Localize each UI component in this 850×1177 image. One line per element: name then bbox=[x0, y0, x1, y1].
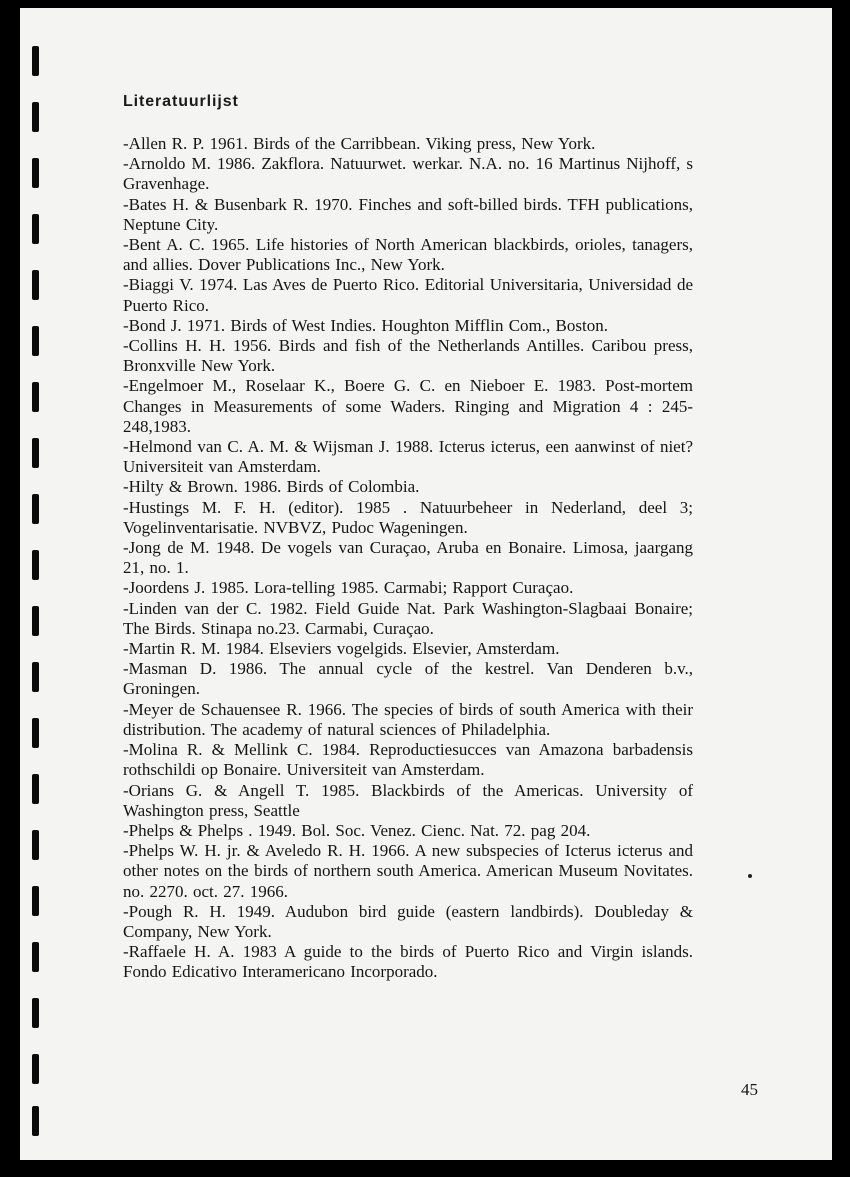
page-content bbox=[123, 90, 693, 983]
binding-hole bbox=[32, 886, 39, 916]
reference-item: -Orians G. & Angell T. 1985. Blackbirds of the Americas. University of Washington press, Seattle bbox=[123, 780, 693, 820]
document-page bbox=[20, 8, 832, 1160]
reference-item: -Molina R. & Mellink C. 1984. Reproductiesucces van Amazona barbadensis rothschildi op Bonaire. Universiteit van Amsterdam. bbox=[123, 740, 693, 780]
reference-item: -Bent A. C. 1965. Life histories of North American blackbirds, orioles, tanagers, and allies. Dover Publications Inc., New York. bbox=[123, 235, 693, 275]
binding-hole bbox=[32, 270, 39, 300]
binding-hole bbox=[32, 998, 39, 1028]
reference-item: -Bates H. & Busenbark R. 1970. Finches and soft-billed birds. TFH publications, Neptune City. bbox=[123, 194, 693, 234]
reference-item: -Jong de M. 1948. De vogels van Curaçao, Aruba en Bonaire. Limosa, jaargang 21, no. 1. bbox=[123, 538, 693, 578]
reference-item: -Linden van der C. 1982. Field Guide Nat. Park Washington-Slagbaai Bonaire; The Birds. Stinapa no.23. Carmabi, Curaçao. bbox=[123, 598, 693, 638]
reference-item: -Meyer de Schauensee R. 1966. The species of birds of south America with their distribution. The academy of natural sciences of Philadelphia. bbox=[123, 699, 693, 739]
reference-item: -Bond J. 1971. Birds of West Indies. Houghton Mifflin Com., Boston. bbox=[123, 315, 608, 335]
reference-item: -Phelps & Phelps . 1949. Bol. Soc. Venez. Cienc. Nat. 72. pag 204. bbox=[123, 820, 591, 840]
reference-item: -Hilty & Brown. 1986. Birds of Colombia. bbox=[123, 477, 420, 497]
ink-speck bbox=[748, 874, 752, 878]
binding-hole bbox=[32, 438, 39, 468]
binding-hole bbox=[32, 774, 39, 804]
reference-item: -Collins H. H. 1956. Birds and fish of the Netherlands Antilles. Caribou press, Bronxville New York. bbox=[123, 336, 693, 376]
page-title: Literatuurlijst bbox=[123, 93, 239, 110]
binding-hole bbox=[32, 662, 39, 692]
reference-item: -Joordens J. 1985. Lora-telling 1985. Carmabi; Rapport Curaçao. bbox=[123, 578, 574, 598]
binding-hole bbox=[32, 102, 39, 132]
reference-list bbox=[123, 134, 693, 983]
binding-hole bbox=[32, 46, 39, 76]
binding-hole bbox=[32, 942, 39, 972]
reference-item: -Engelmoer M., Roselaar K., Boere G. C. en Nieboer E. 1983. Post-mortem Changes in Measurements of some Waders. Ringing and Migration 4 : 245-248,1983. bbox=[123, 376, 693, 436]
page-number: 45 bbox=[741, 1080, 758, 1099]
reference-item: -Allen R. P. 1961. Birds of the Carribbean. Viking press, New York. bbox=[123, 134, 596, 153]
binding-hole bbox=[32, 494, 39, 524]
binding-hole bbox=[32, 1054, 39, 1084]
binding-hole bbox=[32, 606, 39, 636]
binding-hole bbox=[32, 550, 39, 580]
reference-item: -Phelps W. H. jr. & Aveledo R. H. 1966. A new subspecies of Icterus icterus and other notes on the birds of northern south America. American Museum Novitates. no. 2270. oct. 27. 1966. bbox=[123, 841, 693, 901]
binding-hole bbox=[32, 158, 39, 188]
binding-hole bbox=[32, 718, 39, 748]
reference-item: -Arnoldo M. 1986. Zakflora. Natuurwet. werkar. N.A. no. 16 Martinus Nijhoff, s Gravenhage. bbox=[123, 154, 693, 194]
reference-item: -Hustings M. F. H. (editor). 1985 . Natuurbeheer in Nederland, deel 3; Vogelinventarisatie. NVBVZ, Pudoc Wageningen. bbox=[123, 497, 693, 537]
binding-hole bbox=[32, 1106, 39, 1136]
binding-hole bbox=[32, 382, 39, 412]
reference-item: -Martin R. M. 1984. Elseviers vogelgids. Elsevier, Amsterdam. bbox=[123, 639, 560, 659]
binding-holes bbox=[32, 46, 42, 1136]
reference-item: -Helmond van C. A. M. & Wijsman J. 1988. Icterus icterus, een aanwinst of niet? Universiteit van Amsterdam. bbox=[123, 437, 693, 477]
binding-hole bbox=[32, 214, 39, 244]
binding-hole bbox=[32, 830, 39, 860]
reference-item: -Pough R. H. 1949. Audubon bird guide (eastern landbirds). Doubleday & Company, New York. bbox=[123, 901, 693, 941]
reference-item: -Biaggi V. 1974. Las Aves de Puerto Rico. Editorial Universitaria, Universidad de Puerto Rico. bbox=[123, 275, 693, 315]
binding-hole bbox=[32, 326, 39, 356]
reference-item: -Masman D. 1986. The annual cycle of the kestrel. Van Denderen b.v., Groningen. bbox=[123, 659, 693, 699]
reference-item: -Raffaele H. A. 1983 A guide to the birds of Puerto Rico and Virgin islands. Fondo Edicativo Interamericano Incorporado. bbox=[123, 942, 693, 982]
